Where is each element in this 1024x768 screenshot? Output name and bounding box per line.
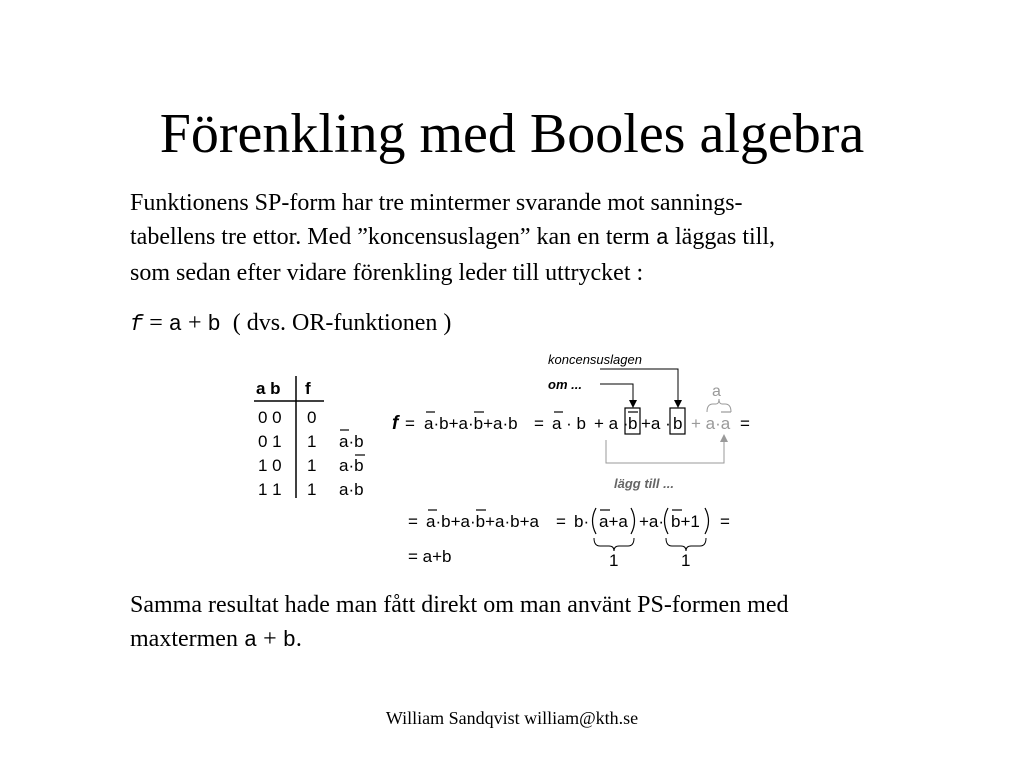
outro-plus: + — [257, 626, 283, 652]
derivation-line-2 — [408, 508, 730, 570]
label-lagg-till: lägg till ... — [614, 476, 674, 491]
formula-b: b — [207, 312, 221, 337]
formula-final: = a+b — [408, 547, 452, 566]
formula-terms-1: a·b+a·b+a·b — [424, 414, 518, 433]
outro-line-2-text: maxtermen — [130, 626, 244, 652]
label-koncensuslagen: koncensuslagen — [548, 352, 642, 367]
truth-table-row-term: a·b — [339, 432, 364, 451]
formula-plus: + — [181, 310, 208, 336]
intro-line-2-tail: läggas till, — [669, 224, 775, 250]
outro-paragraph — [130, 588, 920, 658]
truth-table-row-f: 1 — [307, 480, 317, 499]
truth-table-row-f: 1 — [307, 456, 317, 475]
paren-right — [705, 508, 709, 534]
formula-eq-4: = — [408, 512, 418, 531]
bracket-line — [606, 440, 724, 463]
truth-table-row-ab: 0 0 — [258, 408, 282, 427]
truth-table-header-f: f — [305, 379, 311, 398]
paren-right — [631, 508, 635, 534]
formula-b-boxed-2: b — [673, 414, 683, 433]
formula-b-plus-1: b+1 — [671, 512, 700, 531]
truth-table-header-ab: a b — [256, 379, 281, 398]
formula-f-bold: f — [392, 413, 399, 434]
arrow-line — [600, 369, 678, 402]
formula-equals: = — [143, 310, 169, 336]
outro-period: . — [295, 626, 302, 652]
formula-plus-a-2: +a · — [641, 414, 671, 433]
brace-top — [707, 399, 731, 412]
formula-b-dot: b· — [574, 512, 590, 531]
truth-table-row-term: a·b — [339, 480, 364, 499]
label-one-1: 1 — [609, 551, 619, 570]
paren-left — [593, 508, 597, 534]
brace-bottom — [594, 538, 634, 551]
arrow-head — [629, 400, 637, 408]
label-a-top: a — [712, 383, 721, 400]
formula-eq-6: = — [720, 512, 730, 531]
truth-table-row-f: 0 — [307, 408, 317, 427]
slide-footer: William Sandqvist william@kth.se — [385, 708, 639, 728]
label-one-2: 1 — [681, 551, 691, 570]
slide-title: Förenkling med Booles algebra — [159, 103, 865, 165]
outro-line-2 — [130, 622, 920, 658]
formula-plus-a: + a · — [594, 414, 629, 433]
arrow-line — [600, 384, 633, 402]
arrow-head — [720, 434, 728, 442]
outro-variable-b: b — [282, 628, 296, 653]
formula-plus-a-dot: +a· — [639, 512, 665, 531]
truth-table-row-ab: 0 1 — [258, 432, 282, 451]
label-om: om ... — [548, 377, 582, 392]
formula-added-term: + a·a — [691, 414, 731, 433]
truth-table — [254, 376, 365, 499]
truth-table-row-ab: 1 0 — [258, 456, 282, 475]
intro-line-1: Funktionens SP-form har tre mintermer svarande mot sannings- — [130, 190, 743, 216]
formula-b-boxed: b — [628, 414, 638, 433]
paren-left — [665, 508, 669, 534]
intro-line-2-text: tabellens tre ettor. Med ”koncensuslagen” kan en term — [130, 224, 656, 250]
formula-a-b: a · b — [552, 414, 587, 433]
formula-a: a — [168, 312, 182, 337]
brace-bottom — [666, 538, 706, 551]
intro-variable-a: a — [655, 226, 670, 251]
formula-eq-2: = — [534, 414, 544, 433]
formula-a-plus-a: a+a — [599, 512, 628, 531]
truth-table-row-term: a·b — [339, 456, 364, 475]
arrow-head — [674, 400, 682, 408]
formula-eq-1: = — [405, 414, 415, 433]
formula-note: ( dvs. OR-funktionen ) — [220, 310, 452, 336]
truth-table-row-f: 1 — [307, 432, 317, 451]
outro-line-1: Samma resultat hade man fått direkt om man använt PS-formen med — [130, 592, 789, 618]
formula-eq-5: = — [556, 512, 566, 531]
formula-terms-2: a·b+a·b+a·b+a — [426, 512, 539, 531]
truth-table-row-ab: 1 1 — [258, 480, 282, 499]
derivation-line-1 — [392, 352, 750, 491]
outro-variable-a: a — [243, 628, 258, 653]
formula-f: f — [130, 312, 144, 337]
intro-line-3: som sedan efter vidare förenkling leder till uttrycket : — [130, 260, 644, 286]
formula-eq-3: = — [740, 414, 750, 433]
derivation-line-3 — [408, 547, 452, 566]
